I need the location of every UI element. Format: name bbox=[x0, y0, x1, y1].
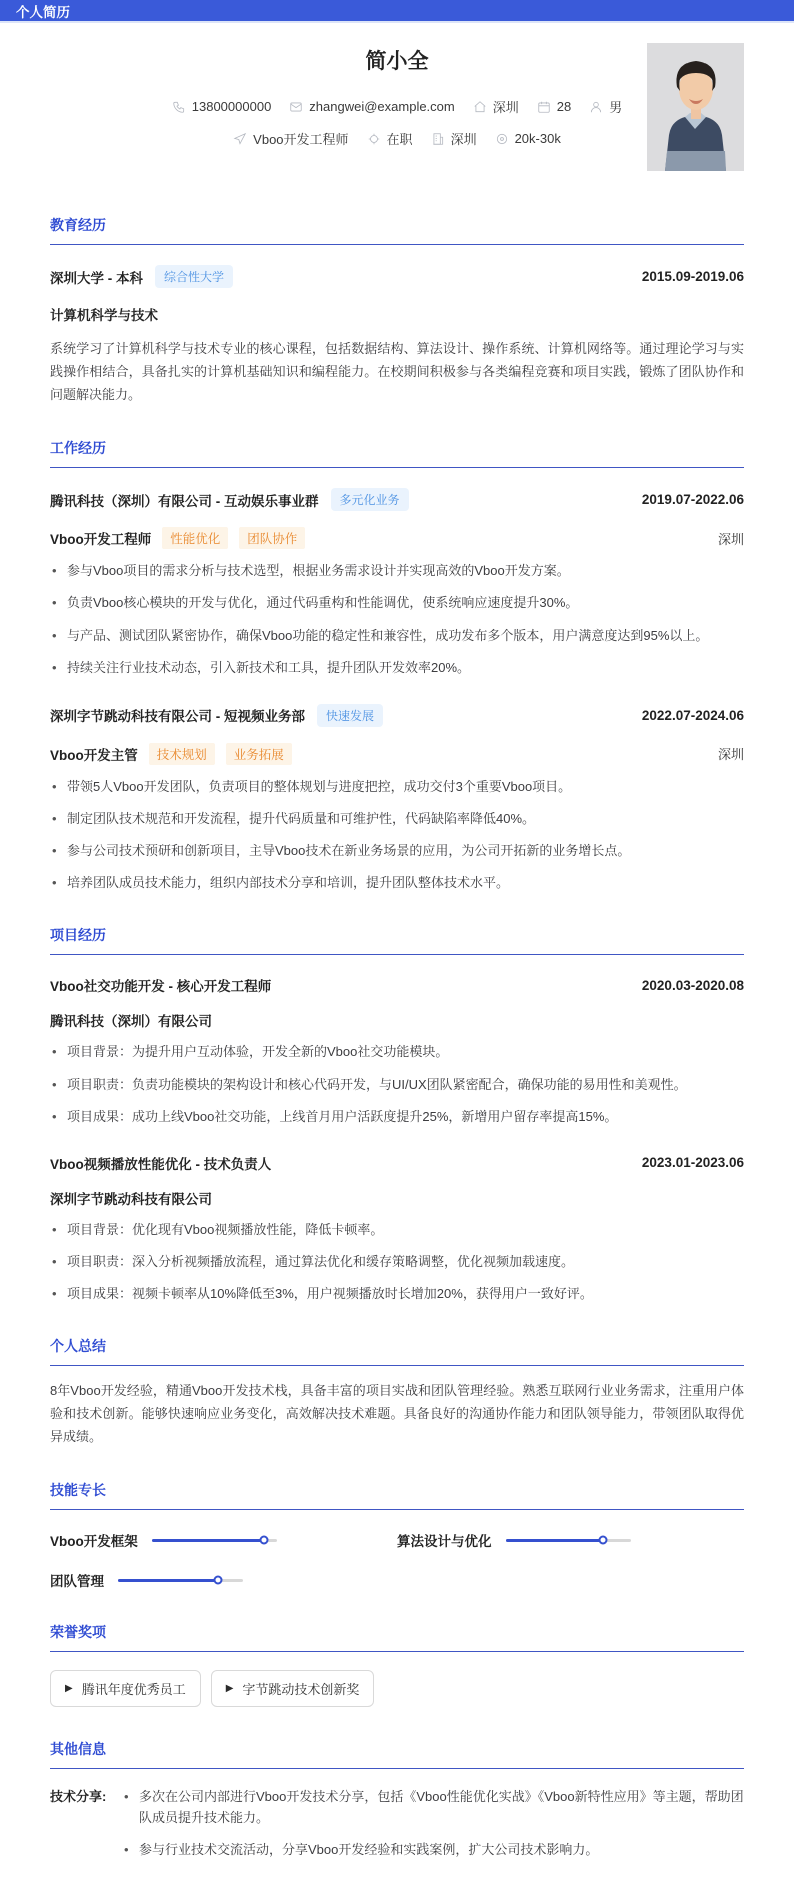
company-badge: 多元化业务 bbox=[331, 488, 409, 511]
section-summary bbox=[50, 1336, 744, 1448]
work-entry-left bbox=[50, 488, 409, 511]
phone-icon bbox=[172, 100, 186, 114]
honor-chip[interactable] bbox=[50, 1670, 201, 1707]
salary-icon bbox=[495, 132, 509, 146]
work-city-item bbox=[431, 129, 477, 148]
school-name: 深圳大学 - 本科 bbox=[50, 270, 143, 286]
project-bullet: • 项目背景：为提升用户互动体验，开发全新的Vboo社交功能模块。 bbox=[50, 1042, 744, 1062]
education-entry-left bbox=[50, 265, 233, 288]
work-bullet: • 培养团队成员技术能力，组织内部技术分享和培训，提升团队整体技术水平。 bbox=[50, 873, 744, 893]
work-role-row bbox=[50, 743, 292, 765]
education-entry-head bbox=[50, 265, 744, 288]
status-icon bbox=[367, 132, 381, 146]
job-title-item bbox=[233, 129, 348, 148]
project-company: 腾讯科技（深圳）有限公司 bbox=[50, 1014, 212, 1030]
other-bullet-list bbox=[122, 1787, 744, 1859]
project-bullet-list bbox=[50, 1042, 744, 1126]
work-location: 深圳 bbox=[717, 747, 744, 763]
skill-name: 团队管理 bbox=[50, 1574, 104, 1590]
project-bullet: • 项目职责：负责功能模块的架构设计和核心代码开发，与UI/UX团队紧密配合，确保功能的易用性和美观性。 bbox=[50, 1075, 744, 1095]
project-bullet: • 项目背景：优化现有Vboo视频播放性能，降低卡顿率。 bbox=[50, 1220, 744, 1240]
section-work bbox=[50, 438, 744, 893]
work-bullet: • 与产品、测试团队紧密协作，确保Vboo功能的稳定性和兼容性，成功发布多个版本，用户满意度达到95%以上。 bbox=[50, 626, 744, 646]
email-value: zhangwei@example.com bbox=[309, 99, 455, 114]
section-skills bbox=[50, 1480, 744, 1590]
job-status-item bbox=[367, 129, 413, 148]
salary-item bbox=[495, 131, 561, 146]
role-tag: 性能优化 bbox=[162, 527, 228, 549]
contact-row-2 bbox=[50, 129, 744, 148]
work-entry-head bbox=[50, 488, 744, 511]
skill-slider-handle[interactable] bbox=[599, 1536, 608, 1545]
skill-name: 算法设计与优化 bbox=[397, 1534, 492, 1550]
skill-item bbox=[50, 1530, 397, 1550]
project-company: 深圳字节跳动科技有限公司 bbox=[50, 1191, 212, 1207]
job-status-value: 在职 bbox=[386, 132, 413, 147]
project-entry-head bbox=[50, 975, 744, 995]
education-title: 教育经历 bbox=[50, 215, 744, 245]
play-icon: ▶ bbox=[225, 1682, 234, 1694]
skill-item bbox=[397, 1530, 744, 1550]
project-bullet: • 项目职责：深入分析视频播放流程，通过算法优化和缓存策略调整，优化视频加载速度。 bbox=[50, 1252, 744, 1272]
building-icon bbox=[431, 132, 445, 146]
skills-grid bbox=[50, 1530, 744, 1590]
work-bullet: • 负责Vboo核心模块的开发与优化，通过代码重构和性能调优，使系统响应速度提升30%。 bbox=[50, 593, 744, 613]
work-bullet: • 带领5人Vboo开发团队，负责项目的整体规划与进度把控，成功交付3个重要Vboo项目。 bbox=[50, 777, 744, 797]
age-value: 28 bbox=[556, 99, 572, 114]
honors-title: 荣誉奖项 bbox=[50, 1622, 744, 1652]
page-title: 个人简历 bbox=[16, 4, 70, 20]
age-item bbox=[537, 99, 571, 114]
role-tag: 技术规划 bbox=[149, 743, 215, 765]
section-projects bbox=[50, 925, 744, 1304]
contact-row-1 bbox=[50, 97, 744, 116]
honor-chips bbox=[50, 1670, 744, 1707]
skill-item bbox=[50, 1570, 397, 1590]
work-city-value: 深圳 bbox=[450, 132, 477, 147]
resume-header bbox=[50, 23, 744, 183]
other-bullet: • 多次在公司内部进行Vboo开发技术分享，包括《Vboo性能优化实战》《Vboo新特性应用》等主题，帮助团队成员提升技术能力。 bbox=[122, 1787, 744, 1827]
work-bullet: • 持续关注行业技术动态，引入新技术和工具，提升团队开发效率20%。 bbox=[50, 658, 744, 678]
skill-slider[interactable] bbox=[152, 1539, 277, 1542]
project-date: 2020.03-2020.08 bbox=[641, 977, 744, 993]
project-bullet: • 项目成果：成功上线Vboo社交功能，上线首月用户活跃度提升25%，新增用户留存率提高15%。 bbox=[50, 1107, 744, 1127]
resume-page bbox=[0, 23, 794, 1890]
work-entry bbox=[50, 488, 744, 678]
phone-item bbox=[172, 99, 272, 114]
skill-slider-handle[interactable] bbox=[260, 1536, 269, 1545]
other-label: 技术分享: bbox=[50, 1789, 107, 1805]
skill-slider[interactable] bbox=[118, 1579, 243, 1582]
work-role-row bbox=[50, 527, 305, 549]
skills-title: 技能专长 bbox=[50, 1480, 744, 1510]
projects-title: 项目经历 bbox=[50, 925, 744, 955]
candidate-name: 简小全 bbox=[365, 50, 429, 73]
company-name: 深圳字节跳动科技有限公司 - 短视频业务部 bbox=[50, 709, 305, 725]
profile-photo bbox=[647, 43, 744, 171]
company-badge: 快速发展 bbox=[317, 704, 383, 727]
company-name: 腾讯科技（深圳）有限公司 - 互动娱乐事业群 bbox=[50, 493, 319, 509]
other-block bbox=[50, 1787, 744, 1859]
work-entry-sub bbox=[50, 527, 744, 549]
city-item bbox=[473, 97, 519, 116]
education-date: 2015.09-2019.06 bbox=[641, 269, 744, 284]
role-tag: 业务拓展 bbox=[226, 743, 292, 765]
skill-slider-handle[interactable] bbox=[214, 1576, 223, 1585]
summary-title: 个人总结 bbox=[50, 1336, 744, 1366]
user-icon bbox=[589, 100, 603, 114]
skill-fill bbox=[118, 1579, 218, 1582]
calendar-icon bbox=[537, 100, 551, 114]
work-location: 深圳 bbox=[717, 531, 744, 547]
work-bullet-list bbox=[50, 561, 744, 678]
email-item bbox=[289, 99, 454, 114]
work-bullet: • 制定团队技术规范和开发流程，提升代码质量和可维护性，代码缺陷率降低40%。 bbox=[50, 809, 744, 829]
phone-value: 13800000000 bbox=[191, 99, 272, 114]
role-name: Vboo开发工程师 bbox=[50, 532, 152, 548]
honor-chip[interactable] bbox=[211, 1670, 375, 1707]
project-bullet: • 项目成果：视频卡顿率从10%降低至3%，用户视频播放时长增加20%，获得用户一致好评。 bbox=[50, 1284, 744, 1304]
other-bullet: • 参与行业技术交流活动，分享Vboo开发经验和实践案例，扩大公司技术影响力。 bbox=[122, 1840, 744, 1860]
education-description: 系统学习了计算机科学与技术专业的核心课程，包括数据结构、算法设计、操作系统、计算机网络等。通过理论学习与实践操作相结合，具备扎实的计算机基础知识和编程能力。在校期间积极参与各类编程竞赛和项目实践，锻炼了团队协作和问题解决能力。 bbox=[50, 341, 744, 402]
gender-item bbox=[589, 97, 622, 116]
section-education bbox=[50, 215, 744, 406]
project-bullet-list bbox=[50, 1220, 744, 1304]
project-entry bbox=[50, 975, 744, 1126]
project-entry-head bbox=[50, 1153, 744, 1173]
work-bullet: • 参与公司技术预研和创新项目，主导Vboo技术在新业务场景的应用，为公司开拓新的业务增长点。 bbox=[50, 841, 744, 861]
city-value: 深圳 bbox=[492, 100, 519, 115]
section-other bbox=[50, 1739, 744, 1859]
work-entry-sub bbox=[50, 743, 744, 765]
project-name: Vboo社交功能开发 - 核心开发工程师 bbox=[50, 979, 272, 995]
work-entry-left bbox=[50, 704, 383, 727]
honor-label: 字节跳动技术创新奖 bbox=[242, 1682, 360, 1698]
work-bullet-list bbox=[50, 777, 744, 894]
role-name: Vboo开发主管 bbox=[50, 747, 138, 763]
home-icon bbox=[473, 100, 487, 114]
major-name: 计算机科学与技术 bbox=[50, 308, 158, 323]
role-tag: 团队协作 bbox=[239, 527, 305, 549]
skill-name: Vboo开发框架 bbox=[50, 1534, 138, 1550]
skill-slider[interactable] bbox=[506, 1539, 631, 1542]
page-header-bar bbox=[0, 0, 794, 23]
send-icon bbox=[233, 132, 247, 146]
salary-value: 20k-30k bbox=[514, 131, 561, 146]
work-date: 2022.07-2024.06 bbox=[641, 707, 744, 723]
skill-fill bbox=[506, 1539, 604, 1542]
work-title: 工作经历 bbox=[50, 438, 744, 468]
job-title-value: Vboo开发工程师 bbox=[253, 132, 349, 147]
school-badge: 综合性大学 bbox=[155, 265, 233, 288]
honor-label: 腾讯年度优秀员工 bbox=[81, 1682, 186, 1698]
summary-text: 8年Vboo开发经验，精通Vboo开发技术栈，具备丰富的项目实战和团队管理经验。熟悉互联网行业业务需求，注重用户体验和技术创新。能够快速响应业务变化，高效解决技术难题。具备良好的沟通协作能力和团队领导能力，带领团队取得优异成绩。 bbox=[50, 1383, 744, 1444]
project-entry bbox=[50, 1153, 744, 1304]
work-bullet: • 参与Vboo项目的需求分析与技术选型，根据业务需求设计并实现高效的Vboo开发方案。 bbox=[50, 561, 744, 581]
mail-icon bbox=[289, 100, 303, 114]
work-entry bbox=[50, 704, 744, 894]
project-name: Vboo视频播放性能优化 - 技术负责人 bbox=[50, 1156, 272, 1172]
project-date: 2023.01-2023.06 bbox=[641, 1155, 744, 1171]
other-title: 其他信息 bbox=[50, 1739, 744, 1769]
section-honors bbox=[50, 1622, 744, 1707]
work-date: 2019.07-2022.06 bbox=[641, 492, 744, 508]
play-icon: ▶ bbox=[65, 1682, 73, 1694]
gender-value: 男 bbox=[609, 100, 623, 115]
work-entry-head bbox=[50, 704, 744, 727]
skill-fill bbox=[152, 1539, 265, 1542]
